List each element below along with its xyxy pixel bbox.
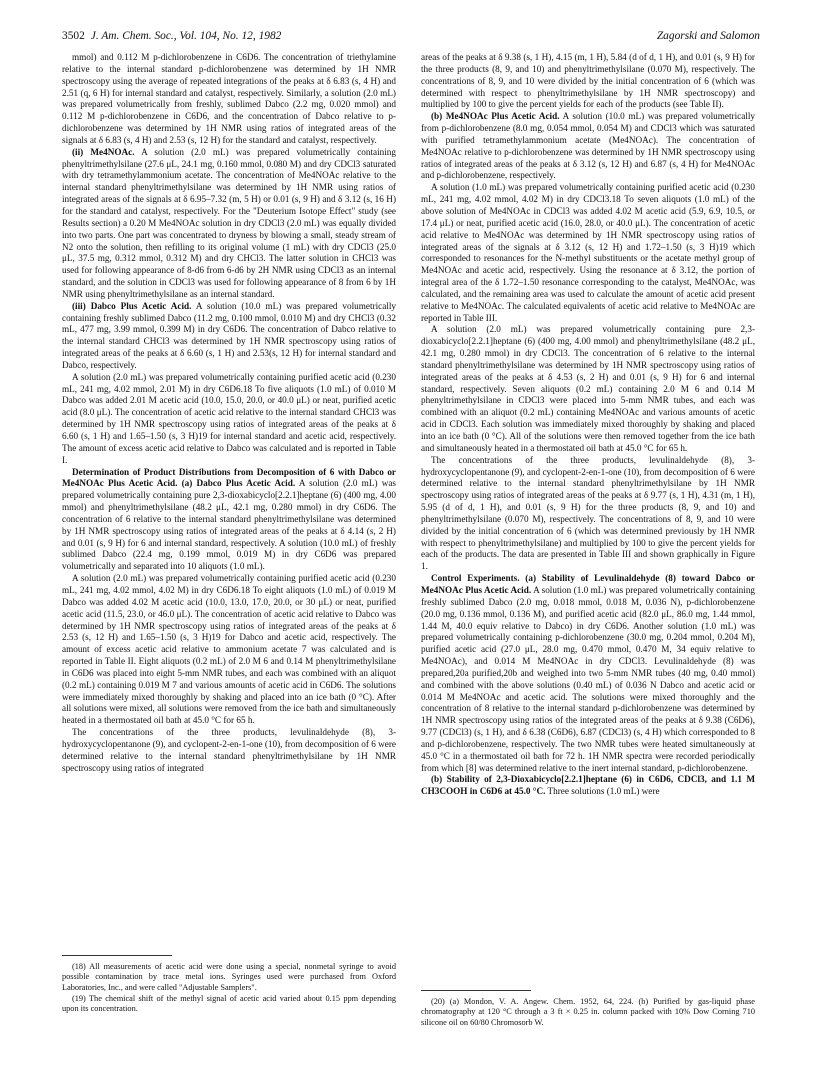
paragraph-heading: (ii) Me4NOAc. xyxy=(72,146,135,157)
footnote: (18) All measurements of acetic acid were done using a special, nonmetal syringe to avoid possible contamination by trace metal ions. Syringes used were purchased from Oxford Laboratories, Inc., and were called "Adjustable Samplers". xyxy=(62,962,396,992)
paragraph xyxy=(62,467,396,574)
running-header xyxy=(62,28,760,44)
paragraph-text: A solution (10.0 mL) was prepared volumetrically containing freshly sublimed Dabco (11.2 mg, 0.100 mmol, 0.010 M) and dry CHCl3 (0.32 mL, 477 mg, 3.99 mmol, 0.399 M) in dry C6D6. The concentration of Dabco relative to the internal standard CHCl3 was determined by 1H NMR spectroscopy using ratios of integrated areas of the peaks at δ 6.60 (s, 1 H) and 2.53(s, 12 H) for internal standard and Dabco, respectively. xyxy=(62,300,396,370)
paragraph-text: mmol) and 0.112 M p-dichlorobenzene in C6D6. The concentration of triethylamine relative to the internal standard p-dichlorobenzene was determined by 1H NMR spectroscopy using the average of repeated integrations of the peaks at δ 6.83 (s, 4 H) and 2.51 (q, 6 H) for internal standard and catalyst, respectively. Similarly, a solution (2.0 mL) was prepared volumetrically from freshly, sublimed Dabco (2.2 mg, 0.020 mmol) and 0.112 M p-dichlorobenzene in C6D6, and the concentration of Dabco relative to p-dichlorobenzene was determined by 1H NMR using ratios of integrated areas of the signals at δ 6.83 (s, 4 H) and 2.53 (s, 12 H) for the standard and catalyst, respectively. xyxy=(62,52,396,145)
paragraph xyxy=(421,774,755,798)
paragraph-text: A solution (1.0 mL) was prepared volumetrically containing freshly sublimed Dabco (2.0 mg, 0.018 mmol, 0.018 M, 0.036 N), p-dichlorobenzene (20.0 mg, 0.136 mmol, 0.136 M), and purified acetic acid (82.0 μL, 86.0 mg, 1.44 mmol, 1.44 M, 40.0 equiv relative to Dabco) in dry C6D6. Another solution (1.0 mL) was prepared volumetrically containing p-dichlorobenzene (30.0 mg, 0.204 mmol, 0.204 M), purified acetic acid (27.0 μL, 28.0 mg, 0.470 mmol, 0.470 M, 34 equiv relative to Me4NOAc), and 0.014 M Me4NOAc in dry CDCl3. Levulinaldehyde (8) was prepared,20a purified,20b and weighed into two 5-mm NMR tubes (40 mg, 0.40 mmol) and combined with the above solutions (0.40 mL) of 0.036 N Dabco and acetic acid or 0.014 M Me4NOAc and acetic acid. The solutions were mixed thoroughly and the concentration of 8 relative to the internal standard p-dichlorobenzene was determined by 1H NMR spectroscopy using ratios of the integrated areas of the peaks at δ 9.38 (C6D6), 9.77 (CDCl3) (s, 1 H), and δ 6.38 (C6D6), 6.87 (CDCl3) (s, 4 H) which corresponded to 8 and p-dichlorobenzene, respectively. The two NMR tubes were heated simultaneously at 45.0 °C in a thermostated oil bath for 72 h. 1H NMR spectra were recorded periodically from which [8] was determined relative to the inert internal standard, p-dichlorobenzene. xyxy=(421,584,756,773)
paragraph-text: The concentrations of the three products, levulinaldehyde (8), 3-hydroxycyclopentanone (9), and cyclopent-2-en-1-one (10), from decomposition of 6 were determined relative to the internal standard phenyltrimethylsilane by 1H NMR spectroscopy using ratios of integrated areas of the peaks at δ 9.77 (s, 1 H), 4.31 (m, 1 H), 5.95 (d of d, 1 H), and 0.01 (s, 9 H) for the three products (8, 9, and 10) and phenyltrimethylsilane (0.070 M), respectively. The concentrations of 8, 9, and 10 were divided by the initial concentration of 6 (which was determined previously by 1H NMR with respect to phenyltrimethylsilane) and multiplied by 100 to give the percent yields for each of the products. The data are presented in Table III and shown graphically in Figure 1. xyxy=(421,454,755,572)
footnote-rule xyxy=(62,955,172,956)
paragraph-heading: (b) Stability of 2,3-Dioxabicyclo[2.2.1]heptane (6) in C6D6, CDCl3, and 1.1 M CH3COOH in C6D6 at 45.0 °C. xyxy=(421,774,755,797)
footnotes-left xyxy=(62,962,396,1015)
journal-citation: J. Am. Chem. Soc., Vol. 104, No. 12, 1982 xyxy=(90,30,282,42)
paragraph-text: A solution (2.0 mL) was prepared volumetrically containing pure 2,3-dioxabicyclo[2.2.1]heptane (6) (400 mg, 4.00 mmol) and phenyltrimethylsilane (48.2 μL, 42.1 mg, 0.280 mmol) in dry CDCl3. The concentration of 6 relative to the internal standard phenyltrimethylsilane was determined by 1H NMR spectroscopy using ratios of integrated areas of the peaks at δ 4.53 (s, 2 H) and 0.01 (s, 9 H) for 6 and internal standard, respectively. Seven aliquots (0.2 mL) containing 2.0 M 6 and 0.14 M phenyltrimethylsilane in CDCl3 were placed into 5-mm NMR tubes, and each was combined with an aliquot (0.2 mL) containing Me4NOAc and various amounts of acetic acid in CDCl3. Each solution was immediately mixed thoroughly by shaking and placed into an ice bath (0 °C). All of the solutions were then removed together from the ice bath and simultaneously heated in a thermostated oil bath at 45.0 °C for 65 h. xyxy=(421,324,755,453)
paragraph-heading: Control Experiments. (a) Stability of Levulinaldehyde (8) toward Dabco or Me4NOAc Plus Acetic Acid. xyxy=(421,573,755,595)
paragraph xyxy=(62,301,396,372)
paragraph-heading: Determination of Product Distributions from Decomposition of 6 with Dabco or Me4NOAc Plus Acetic Acid. (a) Dabco Plus Acetic Acid. xyxy=(62,466,396,489)
paragraph xyxy=(62,573,396,727)
paragraph xyxy=(62,727,396,774)
paragraph-text: A solution (10.0 mL) was prepared volumetrically from p-dichlorobenzene (8.0 mg, 0.054 mmol, 0.054 M) and CDCl3 which was saturated with purified tetramethylammonium acetate (Me4NOAc). The concentration of Me4NOAc relative to p-dichlorobenzene was determined by 1H NMR spectroscopy using ratios of integrated areas of the peaks at δ 3.12 (s, 12 H) and 6.87 (s, 4 H) for Me4NOAc and p-dichlorobenzene, respectively. xyxy=(421,111,755,181)
paragraph xyxy=(421,455,755,573)
paragraph xyxy=(421,573,755,774)
paragraph xyxy=(62,372,396,467)
paragraph-text: A solution (2.0 mL) was prepared volumetrically containing purified acetic acid (0.230 mL, 241 mg, 4.02 mmol, 4.02 M) in dry C6D6.18 To eight aliquots (1.0 mL) of 0.019 M Dabco was added 4.02 M acetic acid (10.0, 13.0, 17.0, 20.0, or 30 μL) or neat, purified acetic acid (11.5, 23.0, or 46.0 μL). The concentration of acetic acid relative to Dabco was determined by 1H NMR spectroscopy using ratios of integrated areas of the peaks at δ 2.53 (s, 12 H) and 1.65–1.50 (s, 3 H)19 for Dabco and acetic acid, respectively. The amount of excess acetic acid relative to ammonium acetate 7 was calculated and is reported in Table II. Eight aliquots (0.2 mL) of 2.0 M 6 and 0.14 M phenyltrimethylsilane in C6D6 was placed into eight 5-mm NMR tubes, and each was combined with an aliquot (0.2 mL) containing 0.019 M 7 and various amounts of acetic acid in C6D6. The solutions were immediately mixed thoroughly by shaking and placed into an ice bath (0 °C). After all solutions were mixed, all solutions were removed from the ice bath and simultaneously heated in a thermostated oil bath at 45.0 °C for 65 h. xyxy=(62,573,396,726)
paragraph-text: A solution (1.0 mL) was prepared volumetrically containing purified acetic acid (0.230 mL, 241 mg, 4.02 mmol, 4.02 M) in dry CDCl3.18 To seven aliquots (1.0 mL) of the above solution of Me4NOAc in CDCl3 was added 4.02 M acetic acid (5.9, 6.9, 10.5, or 17.4 μL) or neat, purified acetic acid (16.0, 28.0, or 40.0 μL). The concentration of acetic acid relative to Me4NOAc was determined by 1H NMR spectroscopy using ratios of integrated areas of the signals at δ 3.12 (s, 12 H) and 1.72–1.50 (s, 3 H)19 which corresponded to resonances for the N-methyl substituents or the acetate methyl group of Me4NOAc and acetic acid, respectively. Using the resonance at δ 3.12, the portion of integral area of the δ 1.72–1.50 resonance corresponding to the catalyst, Me4NOAc, was calculated, and the remaining area was used to calculate the amount of acetic acid present relative to Me4NOAc. The calculated equivalents of acetic acid relative to Me4NOAc are reported in Table III. xyxy=(421,182,755,323)
paragraph xyxy=(421,182,755,324)
footnote: (20) (a) Mondon, V. A. Angew. Chem. 1952, 64, 224. (b) Purified by gas-liquid phase chromatography at 120 °C through a 3 ft × 0.25 in. column packed with 10% Dow Corning 710 silicone oil on 60/80 Chromosorb W. xyxy=(421,997,755,1027)
author-names: Zagorski and Salomon xyxy=(656,30,760,42)
paragraph-text: areas of the peaks at δ 9.38 (s, 1 H), 4.15 (m, 1 H), 5.84 (d of d, 1 H), and 0.01 (s, 9 H) for the three products (8, 9, and 10) and phenyltrimethylsilane (0.070 M), respectively. The concentrations of 8, 9, and 10 were divided by the initial concentration of 6 (which was determined with respect to phenyltrimethylsilane by 1H NMR spectroscopy) and multiplied by 100 to give the percent yields for each of the products (see Table II). xyxy=(421,52,755,110)
paragraph-text: A solution (2.0 mL) was prepared volumetrically containing pure 2,3-dioxabicyclo[2.2.1]heptane (6) (400 mg, 4.00 mmol) and phenyltrimethylsilane (48.2 μL, 42.1 mg, 0.280 mmol) in dry C6D6. The concentration of 6 relative to the internal standard phenyltrimethylsilane was determined by 1H NMR spectroscopy using ratios of integrated areas of the peaks at δ 4.14 (s, 2 H) and 0.01 (s, 9 H) for 6 and internal standard, respectively. A solution (10.0 mL) of freshly sublimed Dabco (22.4 mg, 0.199 mmol, 0.019 M) in dry C6D6 was prepared volumetrically and separated into 10 aliquots (1.0 mL). xyxy=(62,478,396,572)
header-left xyxy=(62,28,281,44)
paragraph xyxy=(421,111,755,182)
paragraph-heading: (iii) Dabco Plus Acetic Acid. xyxy=(72,300,192,311)
paragraph xyxy=(421,324,755,454)
footnote-rule xyxy=(421,990,531,991)
left-column xyxy=(62,52,396,774)
paragraph xyxy=(421,52,755,111)
page-number: 3502 xyxy=(62,30,85,42)
footnotes-right xyxy=(421,997,755,1029)
paragraph-text: A solution (2.0 mL) was prepared volumetrically containing phenyltrimethylsilane (27.6 μL, 24.1 mg, 0.160 mmol, 0.080 M) and dry CDCl3 saturated with dry tetramethylammonium acetate. The concentration of Me4NOAc relative to the internal standard phenyltrimethylsilane was determined by 1H NMR using ratios of integrated areas of the signals at δ 6.95–7.32 (m, 5 H) or 0.01 (s, 9 H) and δ 3.12 (s, 16 H) for the standard and catalyst, respectively. For the "Deuterium Isotope Effect" study (see Results section) a 0.20 M Me4NOAc solution in dry CDCl3 (2.0 mL) was equally divided into two parts. One part was concentrated to dryness by blowing a small, steady stream of N2 onto the solution, then refilling to its original volume (1 mL) with dry CDCl3 (25.0 μL, 37.5 mg, 0.312 mmol, 0.312 M) and dry CHCl3. The latter solution in CHCl3 was used for following appearance of 8-d6 from 6-d6 by 2H NMR using CDCl3 as an internal standard, and the solution in CDCl3 was used for following appearance of 8 from 6 by 1H NMR using phenyltrimethylsilane as an internal standard. xyxy=(62,146,396,299)
paragraph-text: A solution (2.0 mL) was prepared volumetrically containing purified acetic acid (0.230 mL, 241 mg, 4.02 mmol, 2.01 M) in dry C6D6.18 To five aliquots (1.0 mL) of 0.010 M Dabco was added 2.01 M acetic acid (10.0, 15.0, 20.0, or 40.0 μL) or neat, purified acetic acid (8.0 μL). The concentration of acetic acid relative to the internal standard CHCl3 was determined by 1H NMR spectroscopy using ratios of integrated areas of the peaks at δ 6.60 (s, 1 H) and 1.65–1.50 (s, 3 H)19 for internal standard and acetic acid, respectively. The amount of excess acetic acid relative to Dabco was calculated and is reported in Table I. xyxy=(62,371,396,465)
paragraph xyxy=(62,147,396,301)
paragraph-heading: (b) Me4NOAc Plus Acetic Acid. xyxy=(431,111,560,122)
footnote: (19) The chemical shift of the methyl signal of acetic acid varied about 0.15 ppm depending upon its concentration. xyxy=(62,993,396,1014)
right-column xyxy=(421,52,755,798)
paragraph-text: The concentrations of the three products, levulinaldehyde (8), 3-hydroxycyclopentanone (9), and cyclopent-2-en-1-one (10), from decomposition of 6 were determined relative to the internal standard phenyltrimethylsilane by 1H NMR spectroscopy using ratios of integrated xyxy=(62,727,396,773)
paragraph xyxy=(62,52,396,147)
paragraph-text: Three solutions (1.0 mL) were xyxy=(545,786,660,797)
